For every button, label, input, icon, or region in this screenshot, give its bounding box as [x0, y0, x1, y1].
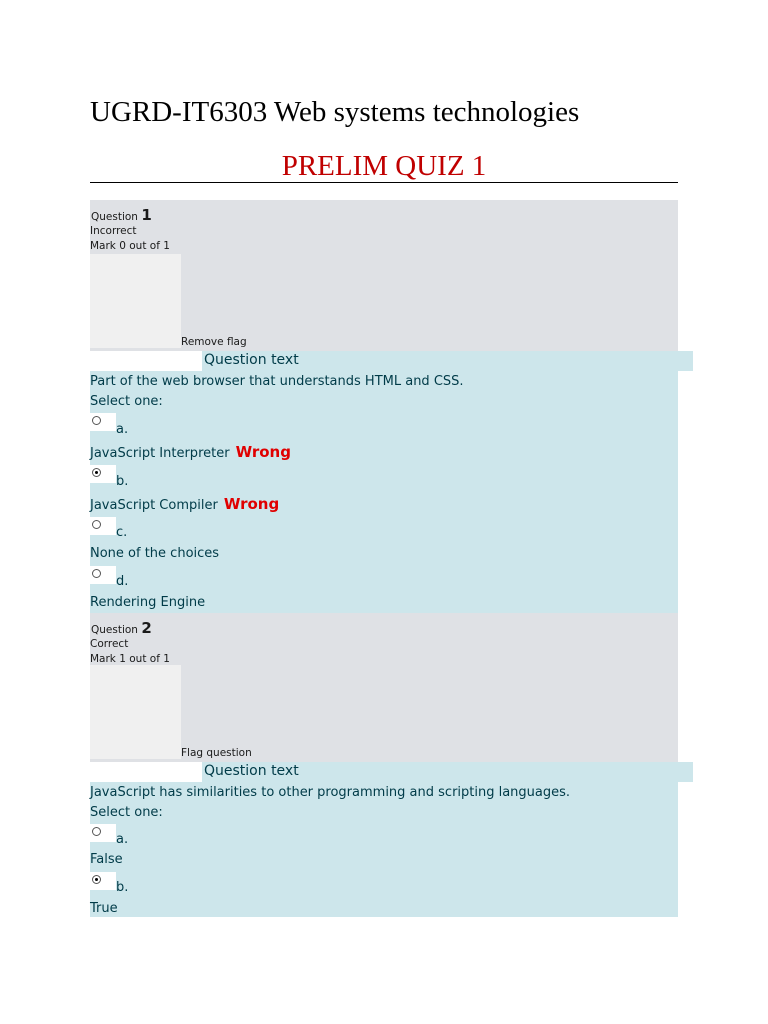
- question-state: Correct: [90, 638, 129, 650]
- option-letter: b.: [116, 880, 129, 895]
- question-text-label: Question text: [204, 352, 299, 368]
- flag-question-link[interactable]: Flag question: [181, 747, 252, 759]
- option-text: JavaScript Compiler: [90, 498, 218, 513]
- question-text: JavaScript has similarities to other programming and scripting languages.: [90, 785, 571, 800]
- option-c-radio[interactable]: [90, 517, 116, 535]
- remove-flag-link[interactable]: Remove flag: [181, 336, 247, 348]
- question-label: Question: [91, 211, 138, 223]
- option-text: JavaScript Interpreter: [90, 446, 230, 461]
- question-number-value: 1: [141, 206, 152, 224]
- question-text-header: [90, 351, 693, 371]
- question-state: Incorrect: [90, 225, 137, 237]
- flag-icon[interactable]: [90, 254, 181, 348]
- option-letter: a.: [116, 832, 129, 847]
- question-1-content: [90, 351, 678, 613]
- option-b-radio[interactable]: [90, 465, 116, 483]
- option-a-radio[interactable]: [90, 413, 116, 431]
- option-letter: a.: [116, 422, 129, 437]
- wrong-feedback: Wrong: [235, 443, 291, 461]
- flag-icon[interactable]: [90, 665, 181, 759]
- question-mark: Mark 1 out of 1: [90, 653, 170, 665]
- question-number-value: 2: [141, 619, 152, 637]
- question-text: Part of the web browser that understands HTML and CSS.: [90, 374, 464, 389]
- option-letter: c.: [116, 525, 128, 540]
- option-a[interactable]: False: [90, 852, 123, 867]
- title-divider: [90, 182, 678, 183]
- select-one-prompt: Select one:: [90, 805, 163, 820]
- question-text-label: Question text: [204, 763, 299, 779]
- question-number: [91, 206, 152, 224]
- option-a[interactable]: [90, 444, 291, 462]
- question-2-content: [90, 762, 678, 917]
- option-b[interactable]: True: [90, 901, 118, 916]
- question-2-info: [90, 613, 678, 762]
- option-letter: d.: [116, 574, 129, 589]
- quiz-title: PRELIM QUIZ 1: [281, 150, 487, 182]
- option-a-radio[interactable]: [90, 824, 116, 842]
- question-text-header: [90, 762, 693, 782]
- question-mark: Mark 0 out of 1: [90, 240, 170, 252]
- option-c[interactable]: None of the choices: [90, 546, 220, 561]
- select-one-prompt: Select one:: [90, 394, 163, 409]
- question-label: Question: [91, 624, 138, 636]
- option-letter: b.: [116, 474, 129, 489]
- course-title: UGRD-IT6303 Web systems technologies: [90, 96, 580, 128]
- question-1-info: [90, 200, 678, 351]
- option-d[interactable]: Rendering Engine: [90, 595, 206, 610]
- wrong-feedback: Wrong: [223, 495, 280, 513]
- option-b-radio[interactable]: [90, 872, 116, 890]
- option-b[interactable]: [90, 496, 279, 514]
- option-d-radio[interactable]: [90, 566, 116, 584]
- question-number: [91, 619, 152, 637]
